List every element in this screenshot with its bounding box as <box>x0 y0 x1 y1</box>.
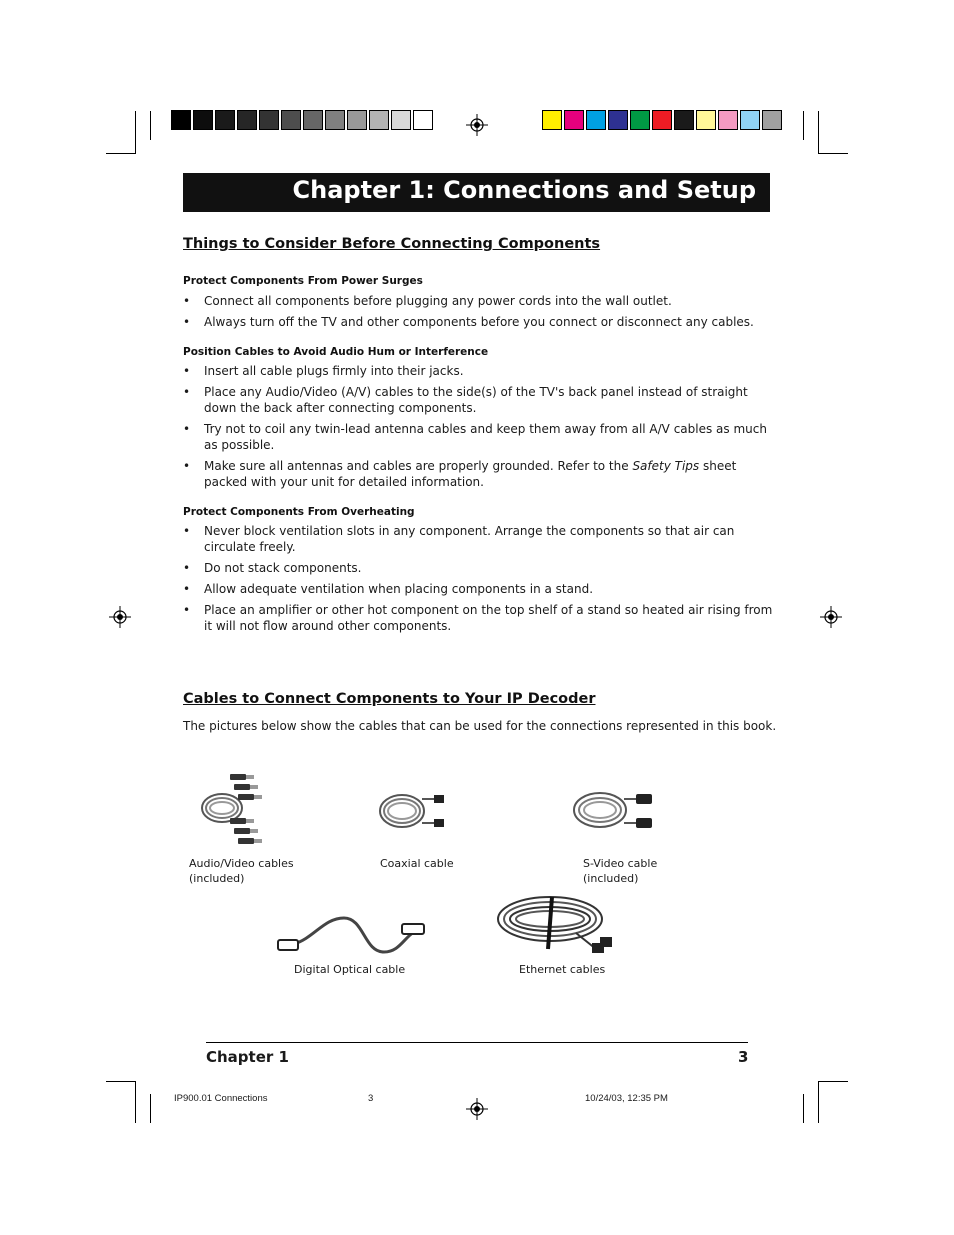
safety-tips-title: Safety Tips <box>632 459 700 473</box>
subheading-overheating: Protect Components From Overheating <box>183 506 415 518</box>
color-swatch-1 <box>564 110 584 130</box>
color-swatch-6 <box>674 110 694 130</box>
chapter-title-bar <box>183 173 770 212</box>
safety-tips-prefix: Make sure all antennas and cables are properly grounded. Refer to the <box>204 459 633 473</box>
s-video-cable-image <box>572 789 662 831</box>
power-surges-list <box>183 293 773 335</box>
footer-chapter: Chapter 1 <box>206 1048 289 1066</box>
caption-coaxial: Coaxial cable <box>380 857 454 870</box>
list-item-safety-tips <box>183 458 773 490</box>
audio-video-cable-image <box>196 766 266 850</box>
audio-hum-list <box>183 363 773 495</box>
subheading-power-surges: Protect Components From Power Surges <box>183 275 423 287</box>
registration-mark-right <box>820 606 842 628</box>
footer-rule <box>206 1042 748 1043</box>
gray-swatch-8 <box>347 110 367 130</box>
caption-s-video-line1: S-Video cable <box>583 857 658 870</box>
color-swatch-3 <box>608 110 628 130</box>
ethernet-cable-image <box>496 893 616 959</box>
color-swatch-9 <box>740 110 760 130</box>
caption-s-video <box>583 856 657 886</box>
gray-swatch-5 <box>281 110 301 130</box>
gray-swatch-9 <box>369 110 389 130</box>
subheading-audio-hum: Position Cables to Avoid Audio Hum or Interference <box>183 346 489 358</box>
digital-optical-cable-image <box>274 908 434 958</box>
color-swatch-0 <box>542 110 562 130</box>
gray-swatch-3 <box>237 110 257 130</box>
cables-intro: The pictures below show the cables that can be used for the connections represented in this book. <box>183 719 777 733</box>
gray-swatch-0 <box>171 110 191 130</box>
overheating-list <box>183 523 773 639</box>
color-swatch-7 <box>696 110 716 130</box>
color-swatch-2 <box>586 110 606 130</box>
list-item: • Insert all cable plugs firmly into their jacks. <box>183 363 773 379</box>
list-item: • Connect all components before plugging any power cords into the wall outlet. <box>183 293 773 309</box>
gray-swatch-7 <box>325 110 345 130</box>
color-swatch-bar <box>542 110 784 132</box>
gray-swatch-10 <box>391 110 411 130</box>
caption-digital-optical: Digital Optical cable <box>294 963 406 976</box>
slug-page: 3 <box>368 1093 374 1104</box>
caption-s-video-line2: (included) <box>583 872 639 885</box>
footer-page-number: 3 <box>738 1048 749 1066</box>
safety-tips-suffix: sheet packed with your unit for detailed information. <box>204 459 737 489</box>
gray-swatch-11 <box>413 110 433 130</box>
color-swatch-10 <box>762 110 782 130</box>
list-item: • Place any Audio/Video (A/V) cables to the side(s) of the TV's back panel instead of straight down the back after connecting components. <box>183 384 773 416</box>
color-swatch-4 <box>630 110 650 130</box>
gray-swatch-2 <box>215 110 235 130</box>
list-item: • Always turn off the TV and other components before you connect or disconnect any cables. <box>183 314 773 330</box>
caption-audio-video-line2: (included) <box>189 872 245 885</box>
slug-timestamp: 10/24/03, 12:35 PM <box>585 1093 668 1104</box>
registration-mark-left <box>109 606 131 628</box>
slug-filename: IP900.01 Connections <box>174 1093 268 1104</box>
gray-swatch-1 <box>193 110 213 130</box>
section-heading-cables: Cables to Connect Components to Your IP Decoder <box>183 691 596 707</box>
grayscale-swatch-bar <box>171 110 435 132</box>
caption-audio-video <box>189 856 294 886</box>
list-item: • Never block ventilation slots in any component. Arrange the components so that air can circulate freely. <box>183 523 773 555</box>
color-swatch-5 <box>652 110 672 130</box>
caption-audio-video-line1: Audio/Video cables <box>189 857 294 870</box>
section-heading-things-to-consider: Things to Consider Before Connecting Components <box>183 236 601 252</box>
coaxial-cable-image <box>378 791 448 831</box>
color-swatch-8 <box>718 110 738 130</box>
gray-swatch-4 <box>259 110 279 130</box>
list-item: • Try not to coil any twin-lead antenna cables and keep them away from all A/V cables as much as possible. <box>183 421 773 453</box>
list-item: • Allow adequate ventilation when placing components in a stand. <box>183 581 773 597</box>
chapter-title: Chapter 1: Connections and Setup <box>292 176 756 204</box>
caption-ethernet: Ethernet cables <box>519 963 606 976</box>
gray-swatch-6 <box>303 110 323 130</box>
registration-mark-bottom <box>466 1098 488 1120</box>
list-item: • Do not stack components. <box>183 560 773 576</box>
list-item: • Place an amplifier or other hot component on the top shelf of a stand so heated air rising from it will not flow around other components. <box>183 602 773 634</box>
registration-mark-top <box>466 114 488 136</box>
